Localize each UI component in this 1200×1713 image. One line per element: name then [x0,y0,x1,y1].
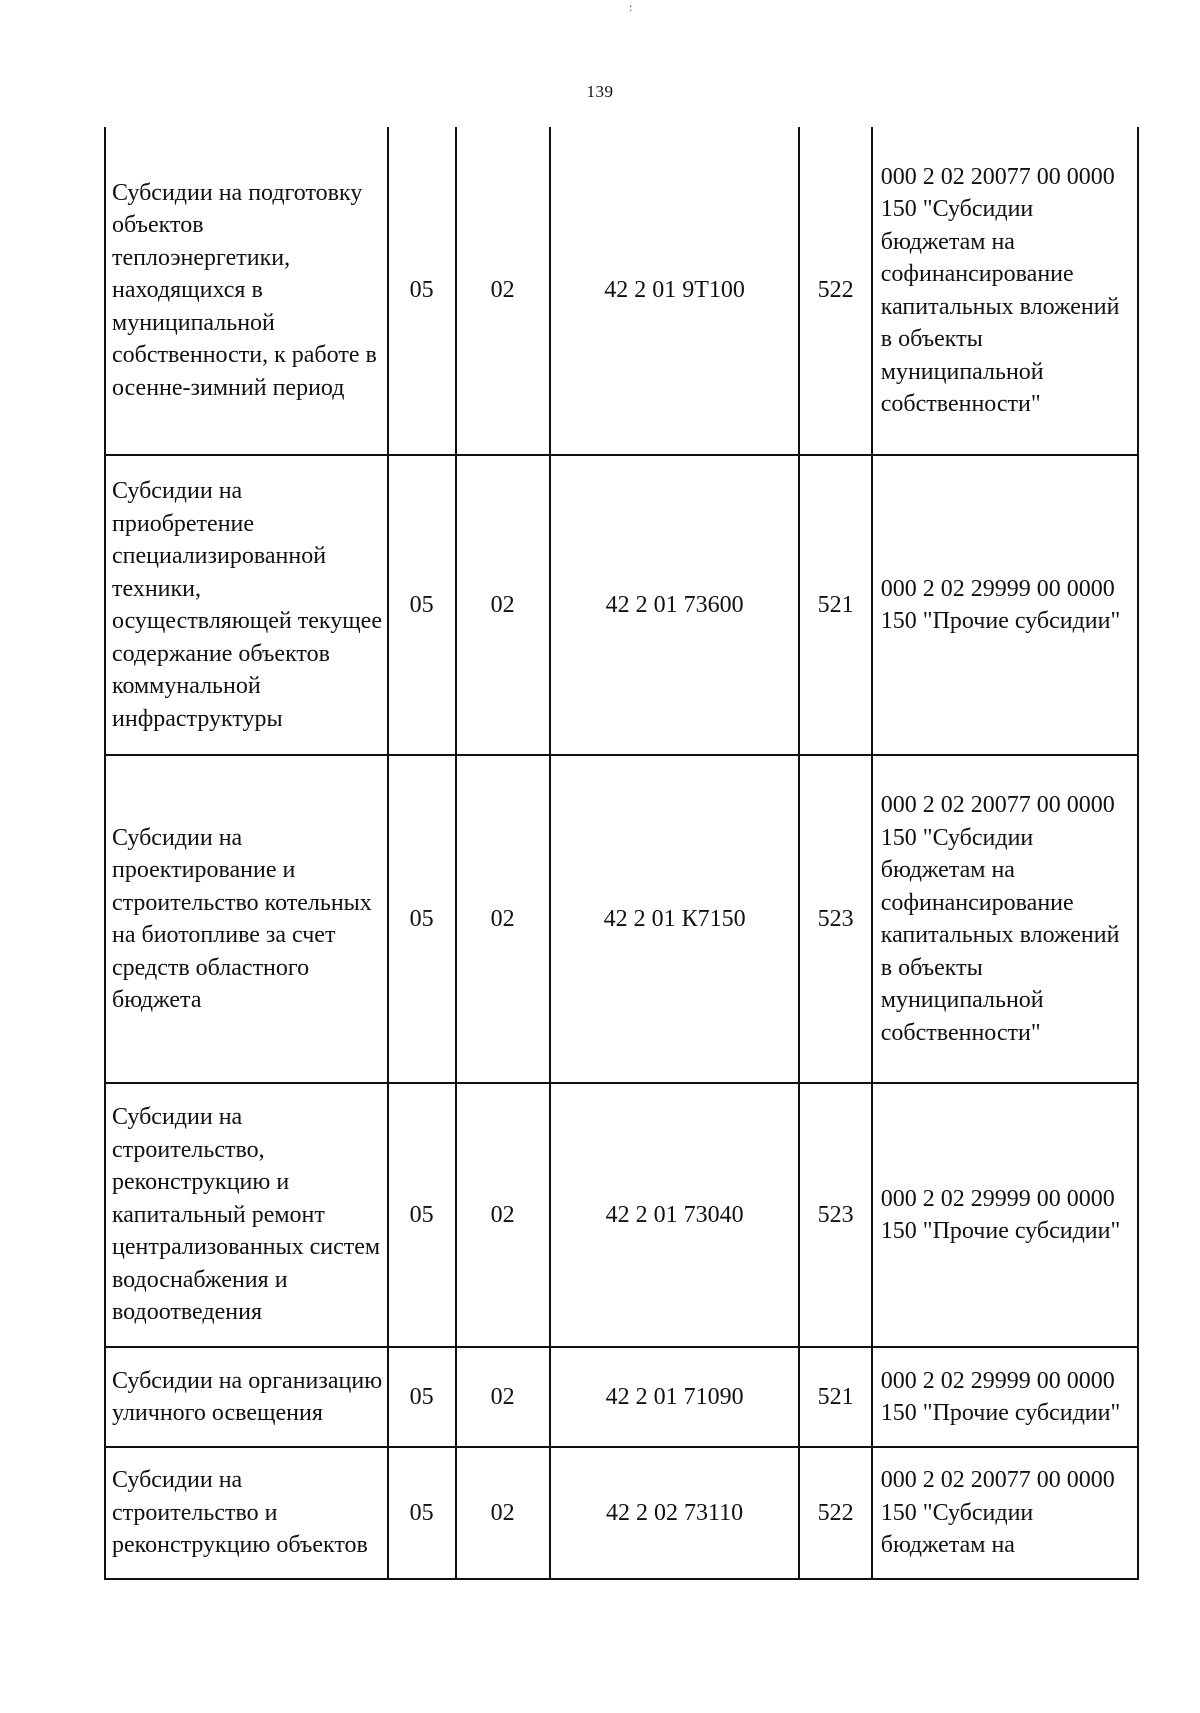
income-code-cell: 000 2 02 20077 00 0000 150 "Субсидии бюджетам на [872,1447,1138,1579]
page-number: 139 [586,82,614,101]
row-name-cell: Субсидии на строительство, реконструкцию и капитальный ремонт централизованных систем водоснабжения и водоотведения [105,1083,388,1347]
subsection-cell: 02 [456,1347,550,1447]
target-article-cell: 42 2 01 73600 [550,455,800,755]
subsection-cell: 02 [456,455,550,755]
subsection-cell: 02 [456,755,550,1083]
target-article-cell: 42 2 02 73110 [550,1447,800,1579]
table-row [105,1347,1138,1447]
row-name-cell: Субсидии на строительство и реконструкцию объектов [105,1447,388,1579]
section-cell: 05 [388,1347,456,1447]
subsection-cell: 02 [456,127,550,455]
section-cell: 05 [388,1083,456,1347]
expense-type-cell: 523 [799,1083,871,1347]
expense-type-cell: 523 [799,755,871,1083]
income-code-cell: 000 2 02 29999 00 0000 150 "Прочие субсидии" [872,1347,1138,1447]
target-article-cell: 42 2 01 К7150 [550,755,800,1083]
scan-mark: : [629,0,633,14]
row-name-cell: Субсидии на подготовку объектов теплоэнергетики, находящихся в муниципальной собственности, к работе в осенне-зимний период [105,127,388,455]
expense-type-cell: 522 [799,1447,871,1579]
target-article-cell: 42 2 01 71090 [550,1347,800,1447]
table-row [105,127,1138,455]
subsection-cell: 02 [456,1447,550,1579]
income-code-cell: 000 2 02 29999 00 0000 150 "Прочие субсидии" [872,455,1138,755]
section-cell: 05 [388,455,456,755]
income-code-cell: 000 2 02 20077 00 0000 150 "Субсидии бюджетам на софинансирование капитальных вложений в объекты муниципальной собственности" [872,755,1138,1083]
row-name-cell: Субсидии на организацию уличного освещения [105,1347,388,1447]
section-cell: 05 [388,1447,456,1579]
expense-type-cell: 522 [799,127,871,455]
expense-type-cell: 521 [799,1347,871,1447]
income-code-cell: 000 2 02 29999 00 0000 150 "Прочие субсидии" [872,1083,1138,1347]
subsection-cell: 02 [456,1083,550,1347]
section-cell: 05 [388,755,456,1083]
table-row [105,1447,1138,1579]
table-row [105,1083,1138,1347]
target-article-cell: 42 2 01 9Т100 [550,127,800,455]
section-cell: 05 [388,127,456,455]
table-row [105,455,1138,755]
target-article-cell: 42 2 01 73040 [550,1083,800,1347]
row-name-cell: Субсидии на проектирование и строительство котельных на биотопливе за счет средств областного бюджета [105,755,388,1083]
income-code-cell: 000 2 02 20077 00 0000 150 "Субсидии бюджетам на софинансирование капитальных вложений в объекты муниципальной собственности" [872,127,1138,455]
budget-table [104,127,1139,1580]
row-name-cell: Субсидии на приобретение специализированной техники, осуществляющей текущее содержание объектов коммунальной инфраструктуры [105,455,388,755]
expense-type-cell: 521 [799,455,871,755]
table-row [105,755,1138,1083]
